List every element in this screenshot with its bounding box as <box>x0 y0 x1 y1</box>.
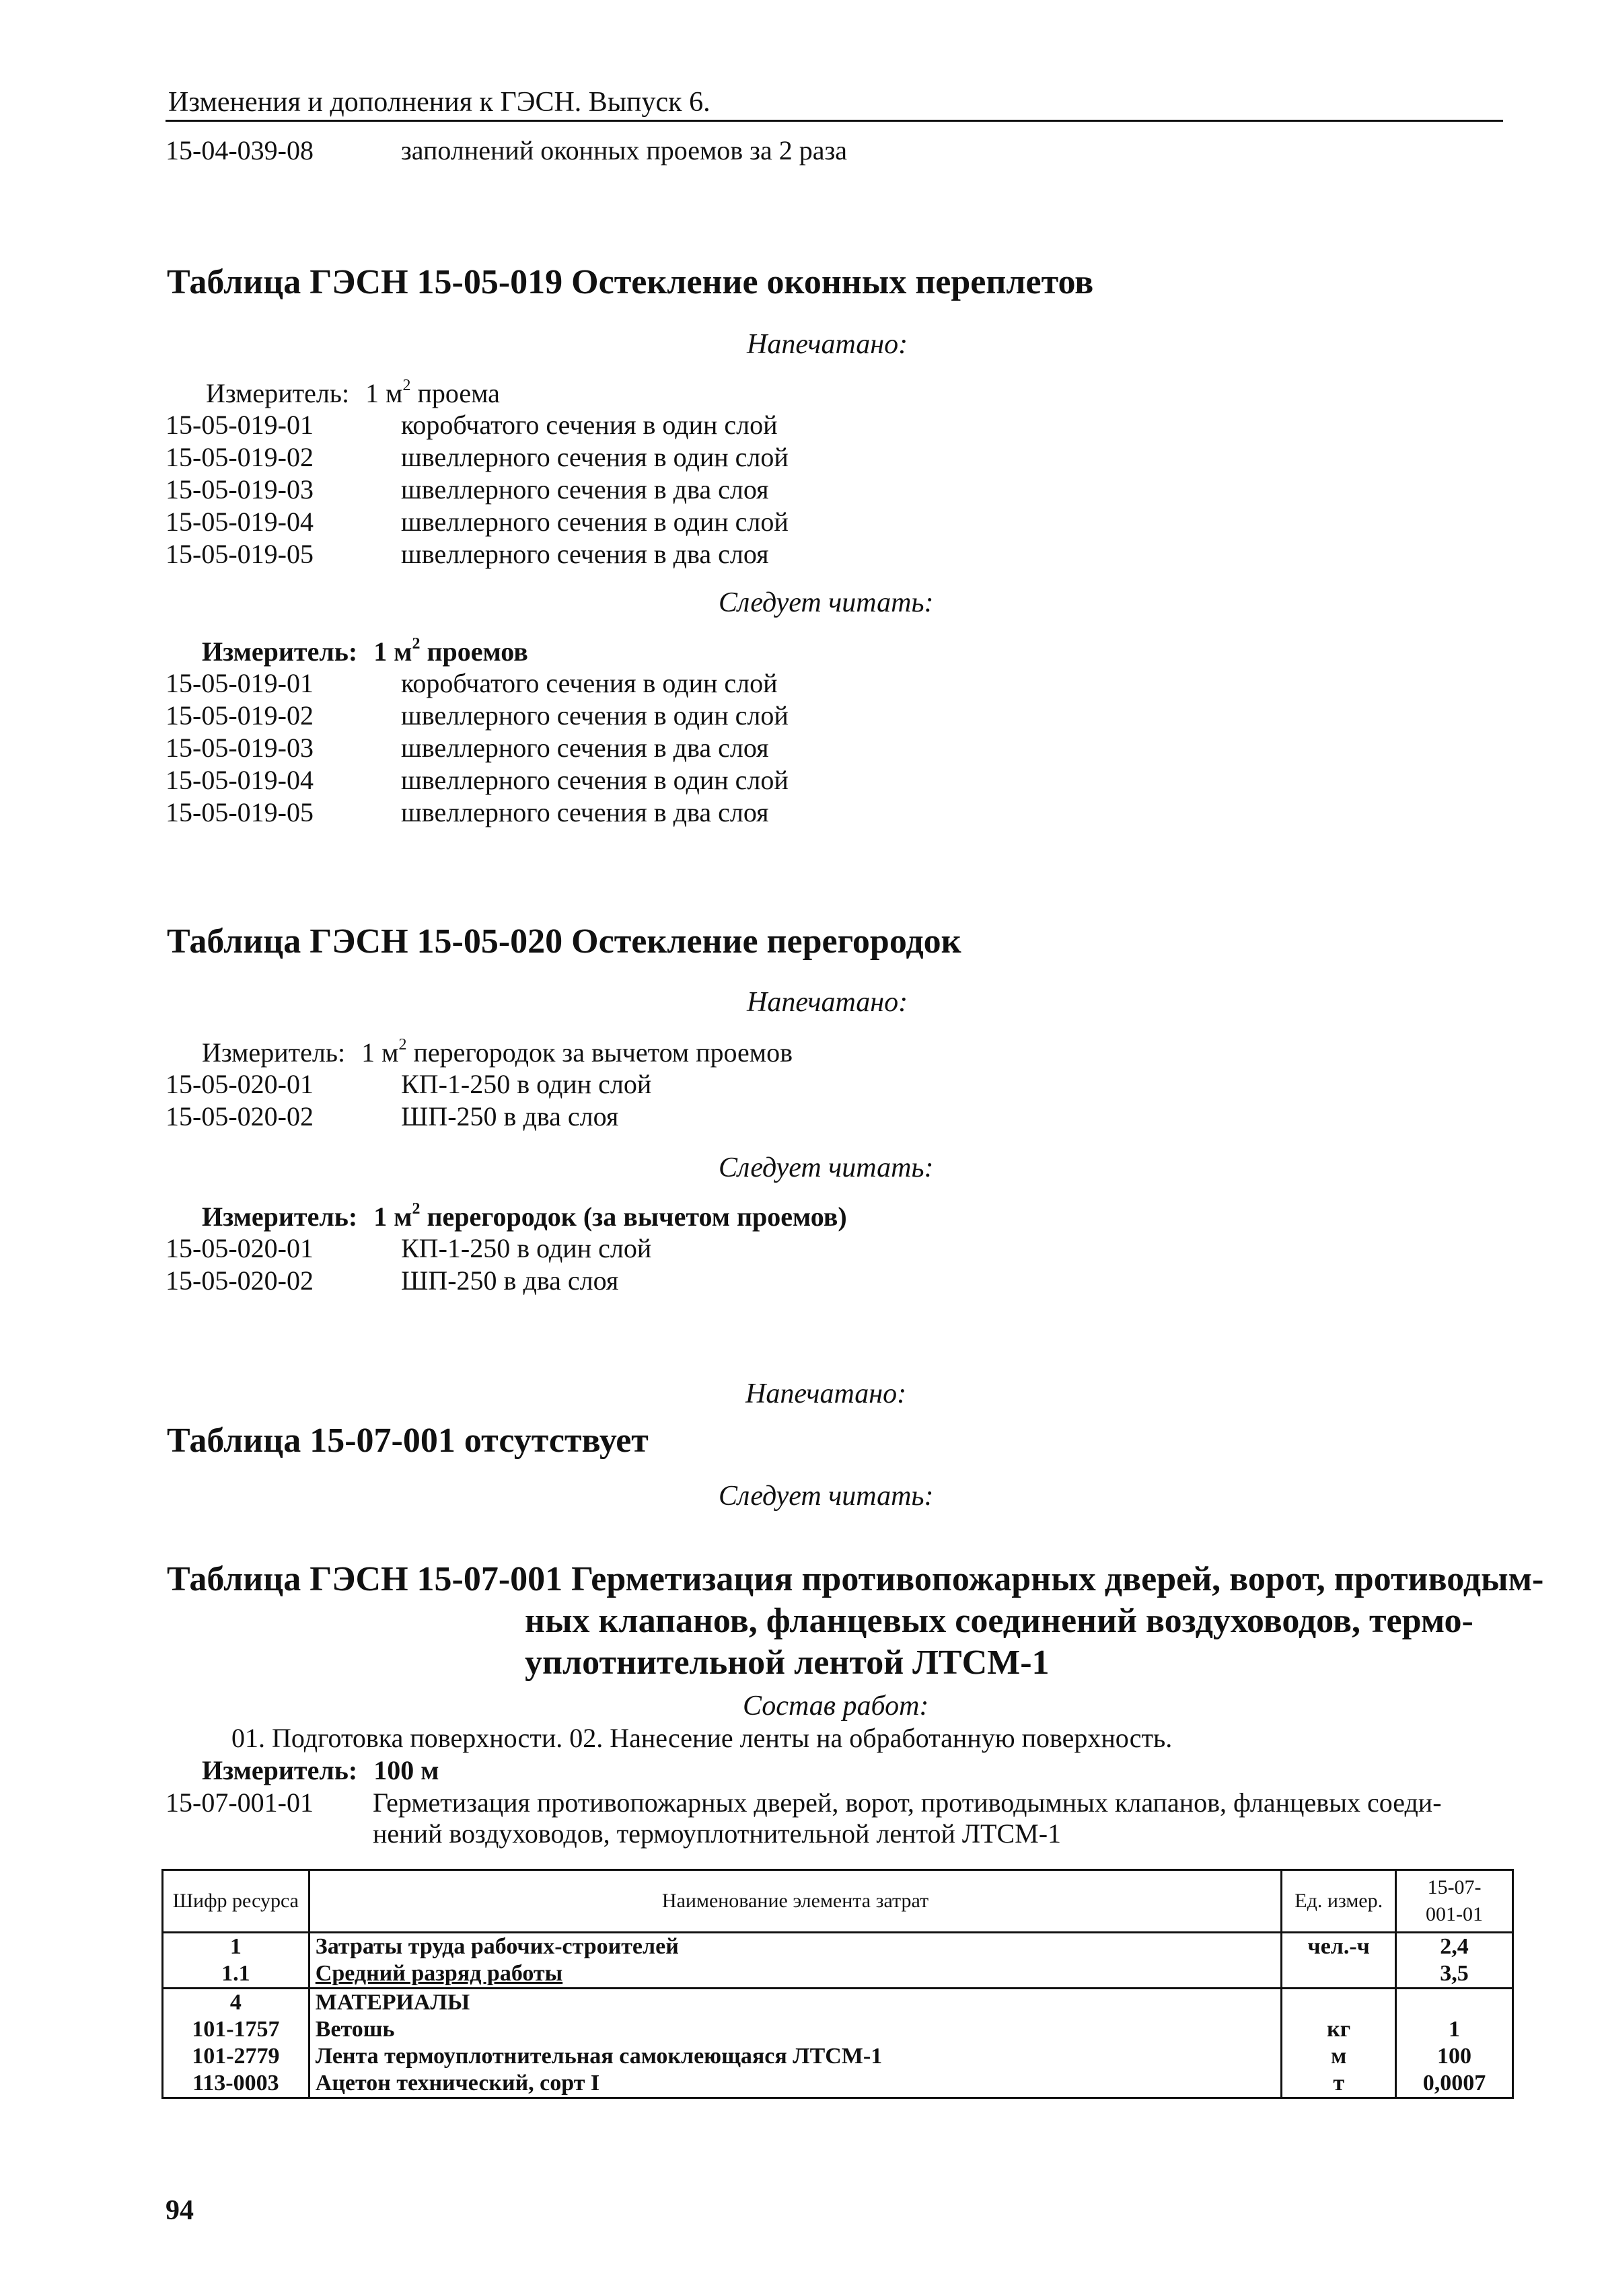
meter-value: 1 м <box>373 1201 412 1232</box>
row-text: швеллерного сечения в два слоя <box>401 733 769 763</box>
row-code: 15-05-019-02 <box>166 700 314 731</box>
section1-printed-meter <box>206 377 500 409</box>
header-value <box>1396 1870 1513 1933</box>
row-name: Лента термоуплотнительная самоклеющаяся ЛТСМ-1 <box>309 2043 1282 2070</box>
row-unit <box>1282 1989 1396 2017</box>
section4-meter <box>202 1754 439 1786</box>
row-value: 100 <box>1396 2043 1513 2070</box>
meter-value: 100 м <box>373 1755 439 1785</box>
row-value: 0,0007 <box>1396 2070 1513 2098</box>
row-code: 101-1757 <box>163 2016 309 2043</box>
row-code: 15-05-020-02 <box>166 1265 314 1296</box>
header-rule <box>166 120 1503 122</box>
header-value-line2: 001-01 <box>1426 1903 1484 1925</box>
header-unit: Ед. измер. <box>1282 1870 1396 1933</box>
row-code: 1.1 <box>163 1960 309 1989</box>
row-text: швеллерного сечения в два слоя <box>401 474 769 505</box>
row-text: коробчатого сечения в один слой <box>401 668 778 698</box>
meter-sup: 2 <box>412 1200 421 1218</box>
row-unit <box>1282 1960 1396 1989</box>
meter-label: Измеритель: <box>202 1755 358 1785</box>
table-row <box>163 2070 1513 2098</box>
section4-item-text-line2: нений воздуховодов, термоуплотнительной лентой ЛТСМ-1 <box>373 1818 1062 1849</box>
header-code: Шифр ресурса <box>163 1870 309 1933</box>
row-code: 15-05-019-02 <box>166 442 314 472</box>
row-code: 101-2779 <box>163 2043 309 2070</box>
row-text: швеллерного сечения в один слой <box>401 507 789 537</box>
meter-value: 1 м <box>373 636 412 667</box>
header-value-line1: 15-07- <box>1427 1876 1482 1898</box>
row-code: 15-05-019-03 <box>166 733 314 763</box>
row-value: 2,4 <box>1396 1933 1513 1961</box>
row-unit: чел.-ч <box>1282 1933 1396 1961</box>
section1-read-meter <box>202 635 528 667</box>
meter-sup: 2 <box>412 635 421 653</box>
row-text: ШП-250 в два слоя <box>401 1101 619 1132</box>
row-code: 15-05-019-03 <box>166 474 314 505</box>
row-text: швеллерного сечения в один слой <box>401 700 789 731</box>
section2-printed-meter <box>202 1036 793 1068</box>
section4-item-code: 15-07-001-01 <box>166 1787 314 1818</box>
header-name: Наименование элемента затрат <box>309 1870 1282 1933</box>
row-code: 1 <box>163 1933 309 1961</box>
meter-value-post: проема <box>410 378 500 408</box>
meter-label: Измеритель: <box>202 636 358 667</box>
row-text: швеллерного сечения в два слоя <box>401 797 769 827</box>
table-row <box>163 2016 1513 2043</box>
table-row <box>163 1933 1513 1961</box>
row-name: Ацетон технический, сорт I <box>309 2070 1282 2098</box>
row-text: КП-1-250 в один слой <box>401 1233 652 1263</box>
row-text: ШП-250 в два слоя <box>401 1265 619 1296</box>
row-code: 15-05-019-04 <box>166 507 314 537</box>
row-unit: м <box>1282 2043 1396 2070</box>
row-code: 15-05-020-02 <box>166 1101 314 1132</box>
row-value: 3,5 <box>1396 1960 1513 1989</box>
resource-table <box>161 1869 1514 2099</box>
row-code: 15-05-019-04 <box>166 765 314 795</box>
top-line-code: 15-04-039-08 <box>166 135 314 165</box>
meter-value-post: перегородок (за вычетом проемов) <box>420 1201 847 1232</box>
row-value: 1 <box>1396 2016 1513 2043</box>
row-code: 15-05-020-01 <box>166 1069 314 1099</box>
row-code: 15-05-019-01 <box>166 668 314 698</box>
section1-read-label: Следует читать: <box>719 587 934 618</box>
meter-label: Измеритель: <box>206 378 350 408</box>
section3-absent-text: Таблица 15-07-001 отсутствует <box>167 1421 649 1460</box>
top-line-text: заполнений оконных проемов за 2 раза <box>401 135 848 165</box>
section4-title-line3: уплотнительной лентой ЛТСМ-1 <box>525 1643 1050 1682</box>
row-unit: т <box>1282 2070 1396 2098</box>
row-text: швеллерного сечения в два слоя <box>401 539 769 569</box>
row-text: КП-1-250 в один слой <box>401 1069 652 1099</box>
row-code: 4 <box>163 1989 309 2017</box>
table-row <box>163 2043 1513 2070</box>
section2-read-label: Следует читать: <box>719 1152 934 1183</box>
section4-work-text: 01. Подготовка поверхности. 02. Нанесение ленты на обработанную поверхность. <box>231 1723 1173 1753</box>
row-text: швеллерного сечения в один слой <box>401 442 789 472</box>
row-code: 15-05-019-05 <box>166 539 314 569</box>
row-value <box>1396 1989 1513 2017</box>
meter-label: Измеритель: <box>202 1201 358 1232</box>
meter-value: 1 м <box>365 378 403 408</box>
row-text: коробчатого сечения в один слой <box>401 410 778 440</box>
meter-sup: 2 <box>398 1036 407 1053</box>
row-code: 15-05-020-01 <box>166 1233 314 1263</box>
table-header-row <box>163 1870 1513 1933</box>
meter-sup: 2 <box>402 377 411 394</box>
table-row <box>163 1989 1513 2017</box>
section4-work-label: Состав работ: <box>743 1691 929 1721</box>
section4-title-line2: ных клапанов, фланцевых соединений воздуховодов, термо- <box>525 1602 1473 1640</box>
table-row <box>163 1960 1513 1989</box>
row-name: Ветошь <box>309 2016 1282 2043</box>
page-header-title: Изменения и дополнения к ГЭСН. Выпуск 6. <box>168 87 710 118</box>
meter-value-post: перегородок за вычетом проемов <box>406 1037 793 1068</box>
row-code: 15-05-019-01 <box>166 410 314 440</box>
section2-title: Таблица ГЭСН 15-05-020 Остекление перегородок <box>167 922 961 961</box>
page-number: 94 <box>166 2195 194 2226</box>
section1-title: Таблица ГЭСН 15-05-019 Остекление оконных переплетов <box>167 263 1094 301</box>
row-code: 113-0003 <box>163 2070 309 2098</box>
meter-value-post: проемов <box>420 636 528 667</box>
section4-item-text-line1: Герметизация противопожарных дверей, ворот, противодымных клапанов, фланцевых соеди- <box>373 1787 1442 1818</box>
row-name: Средний разряд работы <box>309 1960 1282 1989</box>
row-unit: кг <box>1282 2016 1396 2043</box>
row-text: швеллерного сечения в один слой <box>401 765 789 795</box>
row-name: МАТЕРИАЛЫ <box>309 1989 1282 2017</box>
section3-read-label: Следует читать: <box>719 1481 934 1512</box>
row-code: 15-05-019-05 <box>166 797 314 827</box>
row-name: Затраты труда рабочих-строителей <box>309 1933 1282 1961</box>
meter-value: 1 м <box>361 1037 399 1068</box>
section2-read-meter <box>202 1200 847 1232</box>
section3-printed-label: Напечатано: <box>745 1378 907 1409</box>
section4-title-line1: Таблица ГЭСН 15-07-001 Герметизация противопожарных дверей, ворот, противодым- <box>167 1560 1544 1598</box>
meter-label: Измеритель: <box>202 1037 346 1068</box>
section1-printed-label: Напечатано: <box>747 329 908 360</box>
section2-printed-label: Напечатано: <box>747 987 908 1018</box>
